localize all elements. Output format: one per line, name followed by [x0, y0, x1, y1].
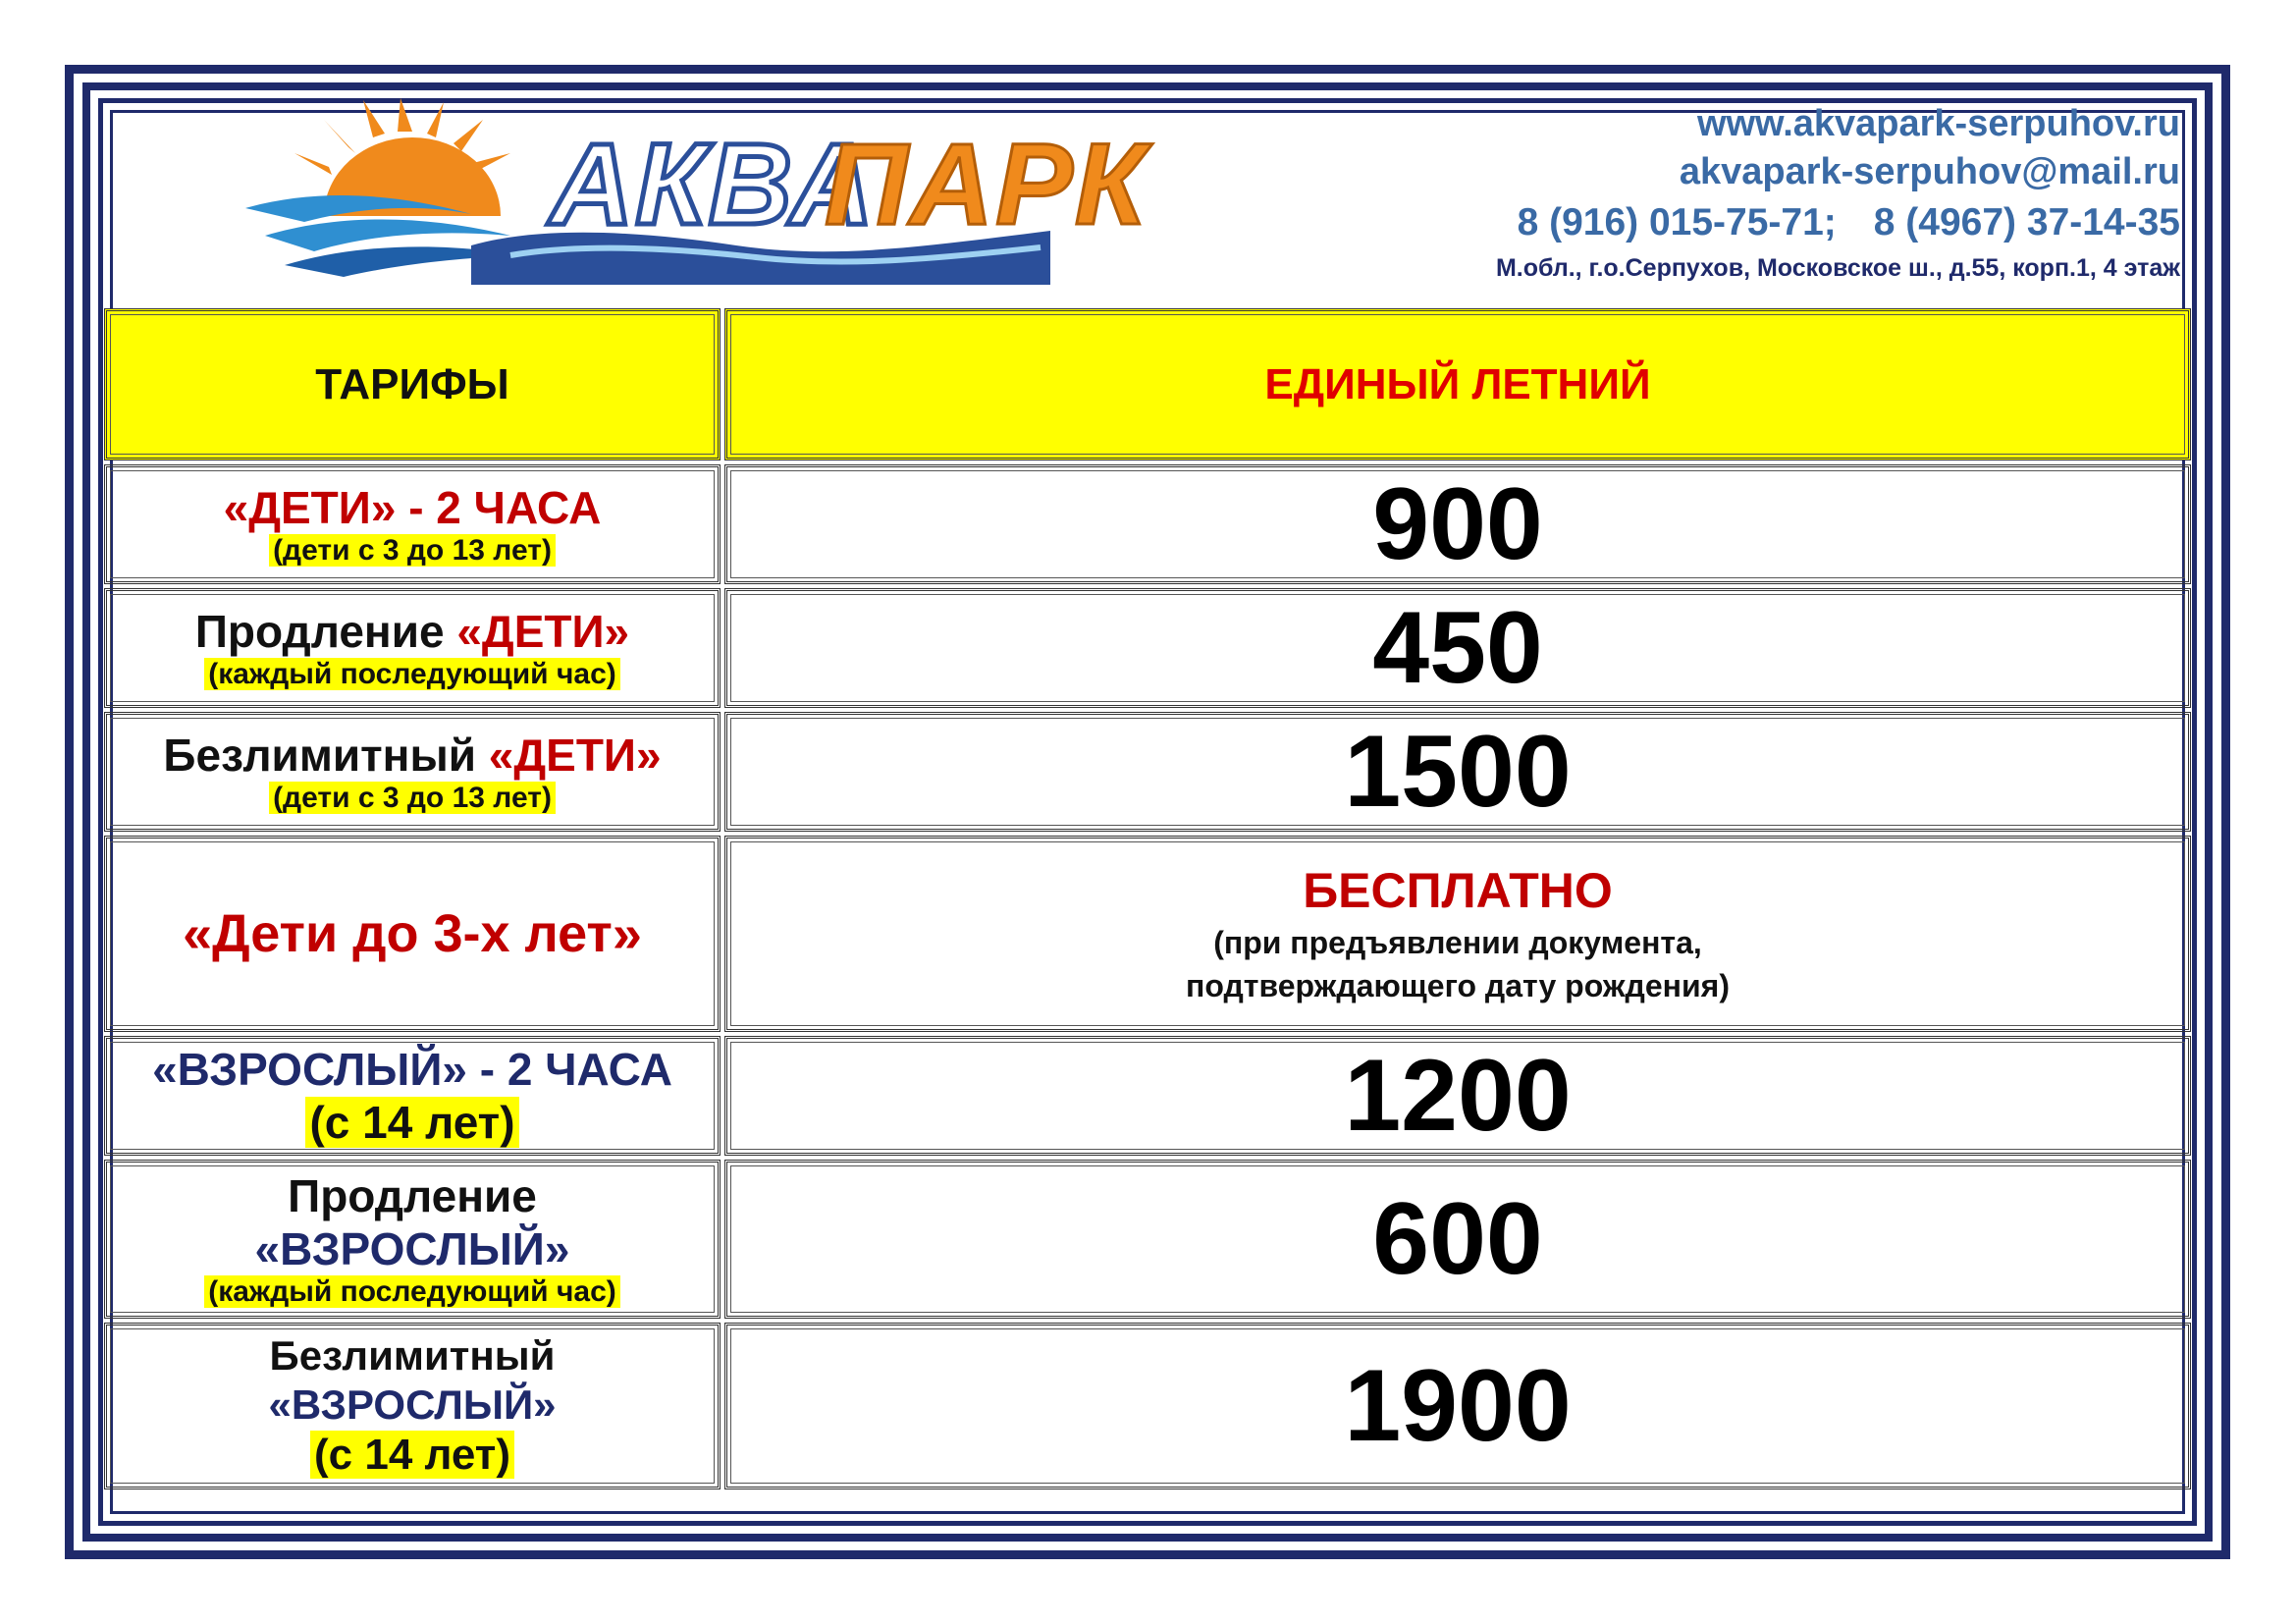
phone-2[interactable]: 8 (4967) 37-14-35	[1873, 201, 2180, 244]
tariff-title: «ВЗРОСЛЫЙ»	[268, 1381, 557, 1428]
tariff-note: (дети с 3 до 13 лет)	[269, 534, 556, 567]
tariff-price-cell	[724, 712, 2191, 832]
tariff-prefix: Продление	[194, 606, 457, 657]
table-row	[102, 834, 2193, 1034]
tariff-title: «ДЕТИ»	[456, 606, 630, 657]
tariff-price-cell	[724, 588, 2191, 708]
svg-text:АКВА: АКВА	[550, 120, 876, 249]
tariff-prefix: Продление	[288, 1170, 537, 1221]
table-header	[102, 306, 2193, 462]
tariff-name	[104, 1323, 721, 1489]
tariff-note: (дети с 3 до 13 лет)	[269, 782, 556, 814]
tariff-prefix: Безлимитный	[163, 730, 489, 781]
aquapark-logo	[226, 98, 1148, 285]
tariff-name	[104, 464, 721, 584]
tariff-name	[104, 1160, 721, 1319]
tariff-price: 1200	[1344, 1039, 1572, 1153]
tariff-price-cell	[724, 1323, 2191, 1489]
address: М.обл., г.о.Серпухов, Московское ш., д.55, корп.1, 4 этаж	[1495, 254, 2180, 282]
header-tariffs: ТАРИФЫ	[104, 308, 721, 460]
tariff-price-cell	[724, 1036, 2191, 1156]
table-row	[102, 710, 2193, 834]
tariff-price-cell	[724, 836, 2191, 1032]
tariff-price: 600	[1372, 1182, 1543, 1296]
table-row	[102, 1321, 2193, 1491]
tariff-note: (каждый последующий час)	[204, 1275, 620, 1308]
website-link[interactable]: www.akvapark-serpuhov.ru	[1696, 103, 2180, 144]
tariff-title: «ВЗРОСЛЫЙ» - 2 ЧАСА	[152, 1044, 672, 1095]
free-note-2: подтверждающего дату рождения)	[1186, 968, 1730, 1003]
tariff-name	[104, 588, 721, 708]
tariff-price-cell	[724, 464, 2191, 584]
svg-text:ПАРК: ПАРК	[825, 120, 1148, 249]
tariff-price: 450	[1372, 591, 1543, 705]
table-row	[102, 1158, 2193, 1321]
phone-1[interactable]: 8 (916) 015-75-71;	[1517, 201, 1837, 244]
tariff-title: «ДЕТИ»	[488, 730, 662, 781]
tariff-price: 1900	[1344, 1349, 1572, 1463]
tariff-note: (каждый последующий час)	[204, 658, 620, 690]
table-row	[102, 586, 2193, 710]
tariff-name	[104, 1036, 721, 1156]
tariff-prefix: Безлимитный	[269, 1332, 556, 1379]
free-note-1: (при предъявлении документа,	[1213, 925, 1702, 960]
free-label: БЕСПЛАТНО	[1303, 863, 1613, 918]
tariff-price: 900	[1372, 467, 1543, 581]
table-row	[102, 462, 2193, 586]
email-link[interactable]: akvapark-serpuhov@mail.ru	[1679, 151, 2180, 192]
table-row	[102, 1034, 2193, 1158]
tariff-price-cell	[724, 1160, 2191, 1319]
tariff-note: (с 14 лет)	[305, 1097, 518, 1148]
header-summer: ЕДИНЫЙ ЛЕТНИЙ	[724, 308, 2191, 460]
tariff-note: (с 14 лет)	[310, 1431, 514, 1479]
tariff-title: «ВЗРОСЛЫЙ»	[254, 1223, 570, 1274]
tariff-title: «Дети до 3-х лет»	[183, 904, 642, 963]
tariff-name	[104, 836, 721, 1032]
phones	[1496, 196, 2180, 249]
contacts-block	[1496, 100, 2180, 287]
tariff-price: 1500	[1344, 715, 1572, 829]
tariff-title: «ДЕТИ» - 2 ЧАСА	[223, 482, 602, 533]
tariff-name	[104, 712, 721, 832]
tariff-table	[102, 306, 2193, 1491]
